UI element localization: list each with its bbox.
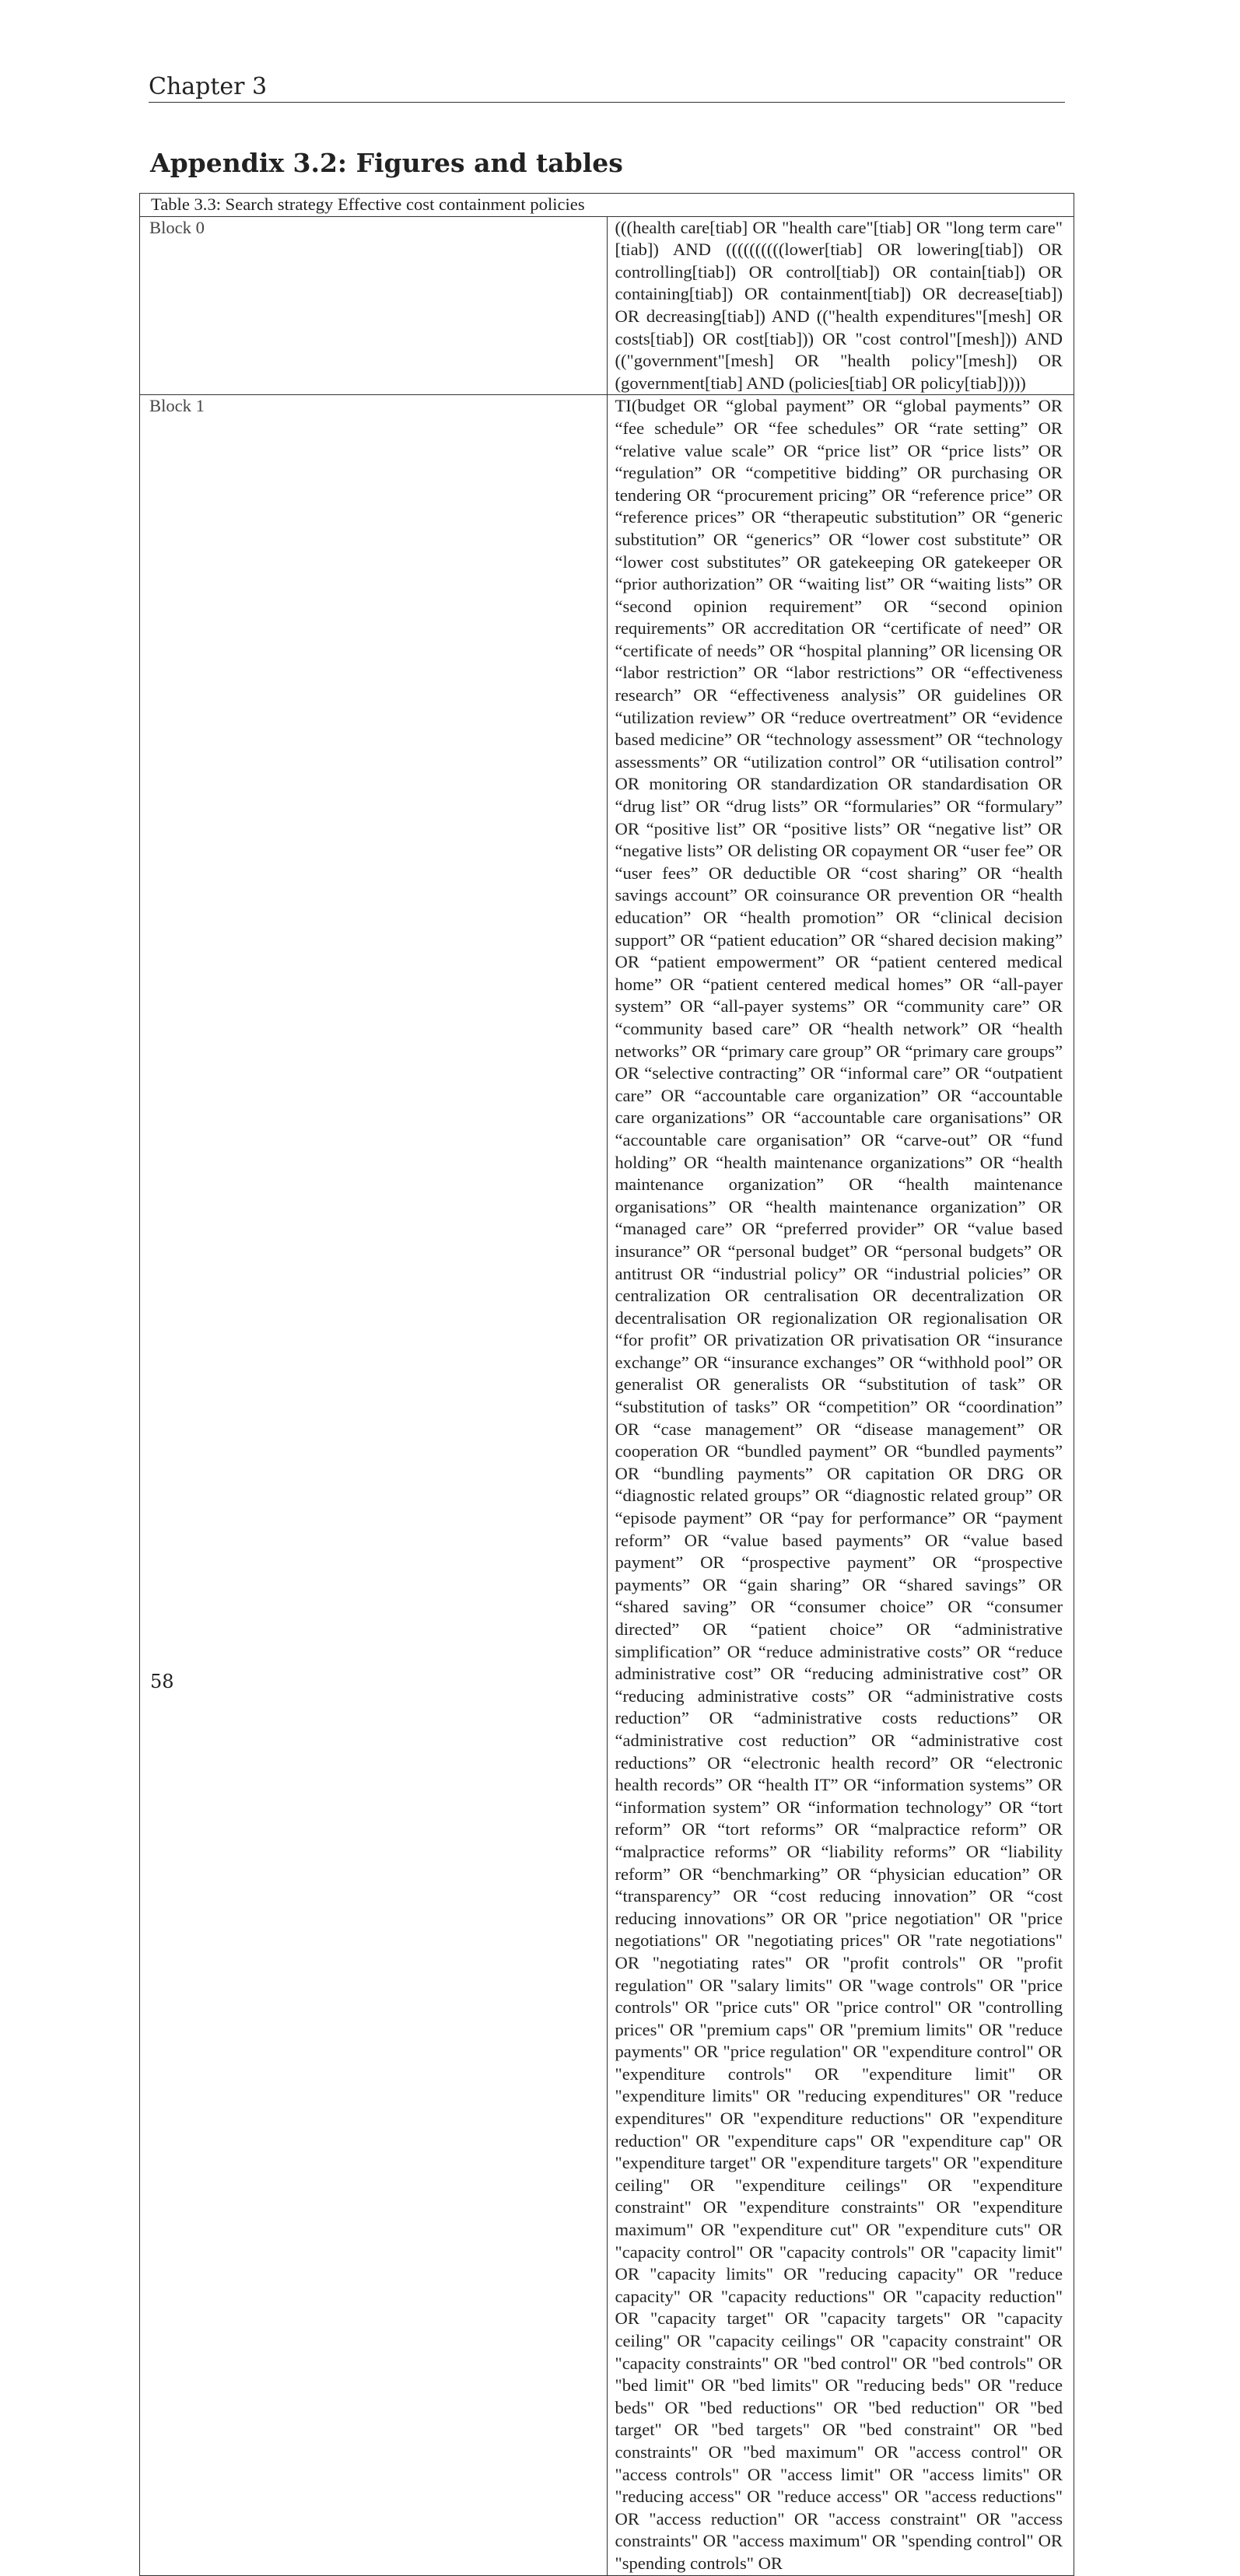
block-label: Block 0 [140, 216, 608, 395]
page-number: 58 [150, 1671, 174, 1692]
header-rule [149, 102, 1065, 103]
chapter-header: Chapter 3 [149, 73, 268, 100]
search-strategy-table [139, 193, 1074, 2576]
block-label: Block 1 [140, 395, 608, 2575]
table-caption-row [140, 194, 1074, 217]
table-row [140, 216, 1074, 395]
block-query: (((health care[tiab] OR "health care"[tiab] OR "long term care"[tiab]) AND ((((((((((lower[tiab] OR lowering[tiab]) OR controlling[tiab]) OR control[tiab]) OR contain[tiab]) OR containing[tiab]) OR containment[tiab]) OR decrease[tiab]) OR decreasing[tiab]) AND (("health expenditures"[mesh] OR costs[tiab]) OR cost[tiab])) OR "cost control"[mesh])) AND (("government"[mesh] OR "health policy"[mesh]) OR (government[tiab] AND (policies[tiab] OR policy[tiab])))) [607, 216, 1074, 395]
table-row [140, 395, 1074, 2575]
table-caption: Table 3.3: Search strategy Effective cost containment policies [140, 194, 1074, 217]
appendix-heading: Appendix 3.2: Figures and tables [150, 148, 623, 178]
block-query: TI(budget OR “global payment” OR “global payments” OR “fee schedule” OR “fee schedules” OR “rate setting” OR “relative value scale” OR “price list” OR “price lists” OR “regulation” OR “competitive bidding” OR purchasing OR tendering OR “procurement pricing” OR “reference price” OR “reference prices” OR “therapeutic substitution” OR “generic substitution” OR “generics” OR “lower cost substitute” OR “lower cost substitutes” OR gatekeeping OR gatekeeper OR “prior authorization” OR “waiting list” OR “waiting lists” OR “second opinion requirement” OR “second opinion requirements” OR accreditation OR “certificate of need” OR “certificate of needs” OR “hospital planning” OR licensing OR “labor restriction” OR “labor restrictions” OR “effectiveness research” OR “effectiveness analysis” OR guidelines OR “utilization review” OR “reduce overtreatment” OR “evidence based medicine” OR “technology assessment” OR “technology assessments” OR “utilization control” OR “utilisation control” OR monitoring OR standardization OR standardisation OR “drug list” OR “drug lists” OR “formularies” OR “formulary” OR “positive list” OR “positive lists” OR “negative list” OR “negative lists” OR delisting OR copayment OR “user fee” OR “user fees” OR deductible OR “cost sharing” OR “health savings account” OR coinsurance OR prevention OR “health education” OR “health promotion” OR “clinical decision support” OR “patient education” OR “shared decision making” OR “patient empowerment” OR “patient centered medical home” OR “patient centered medical homes” OR “all-payer system” OR “all-payer systems” OR “community care” OR “community based care” OR “health network” OR “health networks” OR “primary care group” OR “primary care groups” OR “selective contracting” OR “informal care” OR “outpatient care” OR “accountable care organization” OR “accountable care organizations” OR “accountable care organisations” OR “accountable care organisation” OR “carve-out” OR “fund holding” OR “health maintenance organizations” OR “health maintenance organization” OR “health maintenance organisations” OR “health maintenance organization” OR “managed care” OR “preferred provider” OR “value based insurance” OR “personal budget” OR “personal budgets” OR antitrust OR “industrial policy” OR “industrial policies” OR centralization OR centralisation OR decentralization OR decentralisation OR regionalization OR regionalisation OR “for profit” OR privatization OR privatisation OR “insurance exchange” OR “insurance exchanges” OR “withhold pool” OR generalist OR generalists OR “substitution of task” OR “substitution of tasks” OR “competition” OR “coordination” OR “case management” OR “disease management” OR cooperation OR “bundled payment” OR “bundled payments” OR “bundling payments” OR capitation OR DRG OR “diagnostic related groups” OR “diagnostic related group” OR “episode payment” OR “pay for performance” OR “payment reform” OR “value based payments” OR “value based payment” OR “prospective payment” OR “prospective payments” OR “gain sharing” OR “shared savings” OR “shared saving” OR “consumer choice” OR “consumer directed” OR “patient choice” OR “administrative simplification” OR “reduce administrative costs” OR “reduce administrative cost” OR “reducing administrative cost” OR “reducing administrative costs” OR “administrative costs reduction” OR “administrative costs reductions” OR “administrative cost reduction” OR “administrative cost reductions” OR “electronic health record” OR “electronic health records” OR “health IT” OR “information systems” OR “information system” OR “information technology” OR “tort reform” OR “tort reforms” OR “malpractice reform” OR “malpractice reforms” OR “liability reforms” OR “liability reform” OR “benchmarking” OR “physician education” OR “transparency” OR “cost reducing innovation” OR “cost reducing innovations” OR OR "price negotiation" OR "price negotiations" OR "negotiating prices" OR "rate negotiations" OR "negotiating rates" OR "profit controls" OR "profit regulation" OR "salary limits" OR "wage controls" OR "price controls" OR "price cuts" OR "price control" OR "controlling prices" OR "premium caps" OR "premium limits" OR "reduce payments" OR "price regulation" OR "expenditure control" OR "expenditure controls" OR "expenditure limit" OR "expenditure limits" OR "reducing expenditures" OR "reduce expenditures" OR "expenditure reductions" OR "expenditure reduction" OR "expenditure caps" OR "expenditure cap" OR "expenditure target" OR "expenditure targets" OR "expenditure ceiling" OR "expenditure ceilings" OR "expenditure constraint" OR "expenditure constraints" OR "expenditure maximum" OR "expenditure cut" OR "expenditure cuts" OR "capacity control" OR "capacity controls" OR "capacity limit" OR "capacity limits" OR "reducing capacity" OR "reduce capacity" OR "capacity reductions" OR "capacity reduction" OR "capacity target" OR "capacity targets" OR "capacity ceiling" OR "capacity ceilings" OR "capacity constraint" OR "capacity constraints" OR "bed control" OR "bed controls" OR "bed limit" OR "bed limits" OR "reducing beds" OR "reduce beds" OR "bed reductions" OR "bed reduction" OR "bed target" OR "bed targets" OR "bed constraint" OR "bed constraints" OR "bed maximum" OR "access control" OR "access controls" OR "access limit" OR "access limits" OR "reducing access" OR "reduce access" OR "access reductions" OR "access reduction" OR "access constraint" OR "access constraints" OR "access maximum" OR "spending control" OR "spending controls" OR [607, 395, 1074, 2575]
